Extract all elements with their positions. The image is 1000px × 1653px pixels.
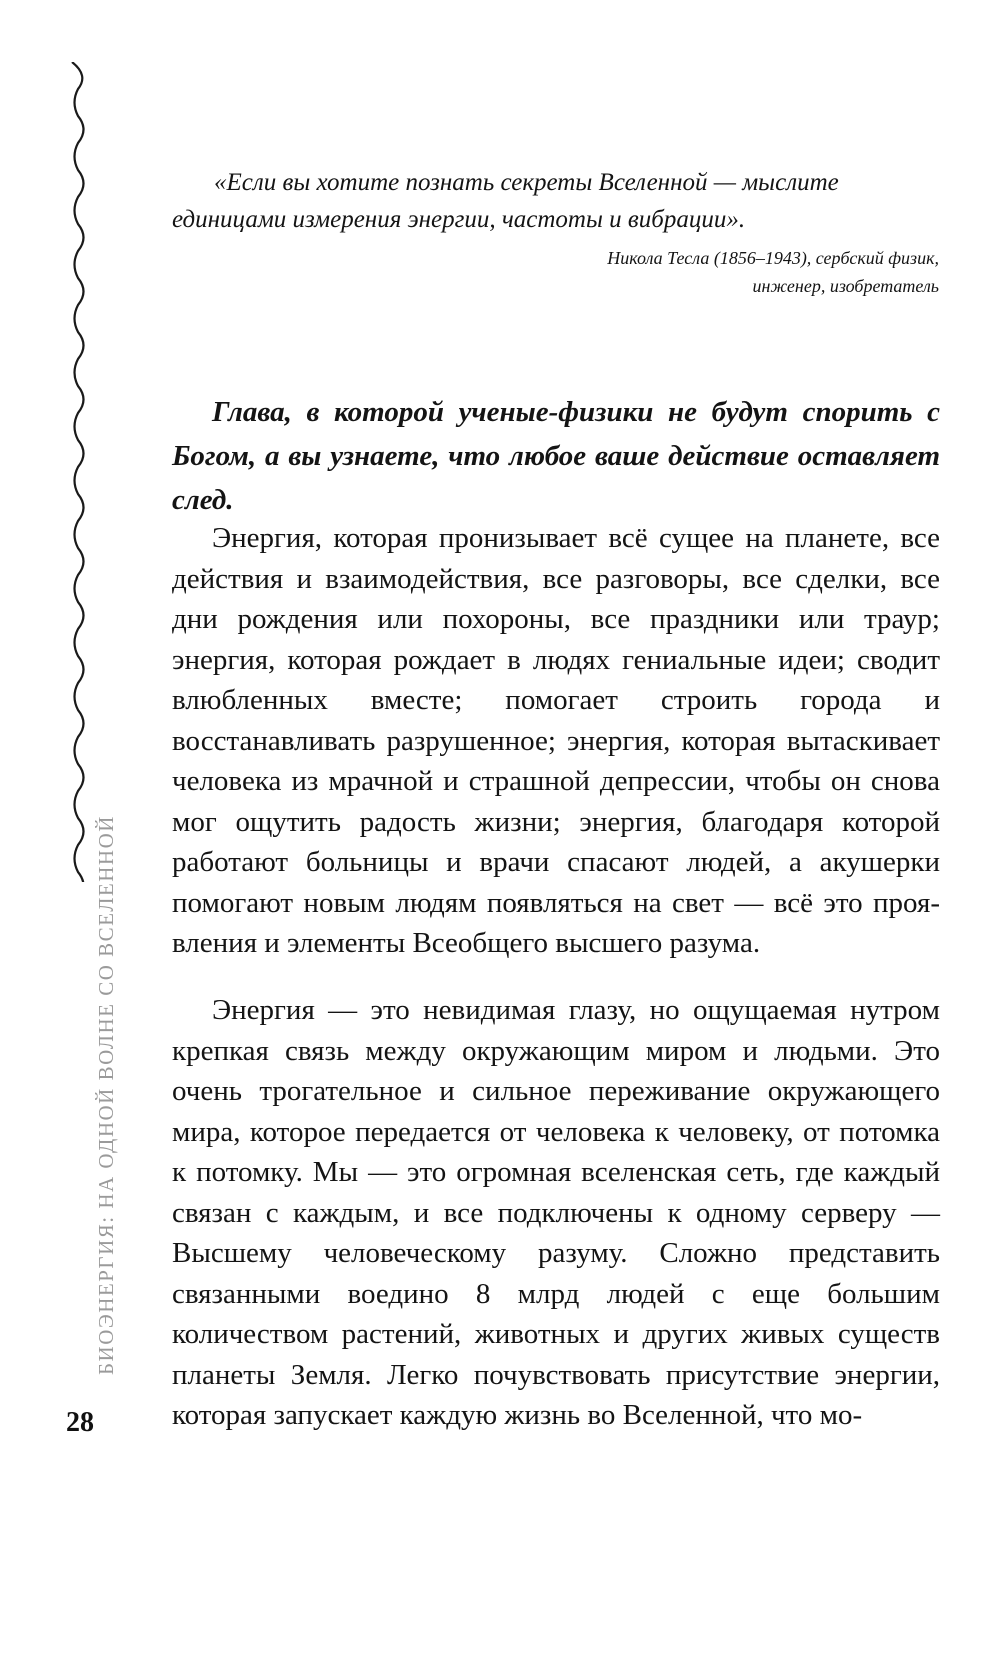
- epigraph-quote: «Если вы хотите познать секреты Вселенной — мыслите единицами измерения энергии, частоты и вибрации».: [172, 169, 839, 233]
- attribution-line-1: Никола Тесла (1856–1943), сербский физик,: [607, 248, 939, 268]
- body-paragraph-1: Энергия, которая пронизывает всё сущее на планете, все действия и взаимодействия, все разговоры, все сделки, все дни рождения или похороны, все праздники или траур; энергия, которая рождает в людях гениальные идеи; сводит влюбленных вместе; помогает строить города и восстанавливать разрушенное; энергия, которая вытаскивает человека из мрачной и страшной депрессии, чтобы он снова мог ощутить радость жизни; энергия, благодаря которой работают больницы и врачи спасают людей, а акушерки помогают новым людям появляться на свет — всё это проявления и элементы Всеобщего высшего разума.: [172, 522, 940, 959]
- chapter-heading: Глава, в которой ученые-физики не будут спорить с Богом, а вы узнаете, что любое ваше действие оставляет след.: [172, 396, 940, 516]
- wavy-decorative-line: [60, 62, 100, 882]
- page-number: 28: [66, 1407, 94, 1438]
- running-head: БИОЭНЕРГИЯ: НА ОДНОЙ ВОЛНЕ СО ВСЕЛЕННОЙ: [94, 815, 118, 1375]
- attribution-line-2: инженер, изобретатель: [752, 276, 939, 296]
- body-paragraph-2: Энергия — это невидимая глазу, но ощущаемая нутром крепкая связь между окружающим миром и людьми. Это очень трогательное и сильное переживание окружающего мира, которое передается от человека к человеку, от потомка к потомку. Мы — это огромная вселенская сеть, где каждый связан с каждым, и все подключены к одному серверу — Высшему человеческому разуму. Сложно представить связанными воедино 8 млрд людей с еще большим количеством растений, животных и других живых существ планеты Земля. Легко почувствовать присутствие энергии, которая запускает каждую жизнь во Вселенной, что мо-: [172, 994, 940, 1431]
- epigraph-attribution: [420, 244, 939, 300]
